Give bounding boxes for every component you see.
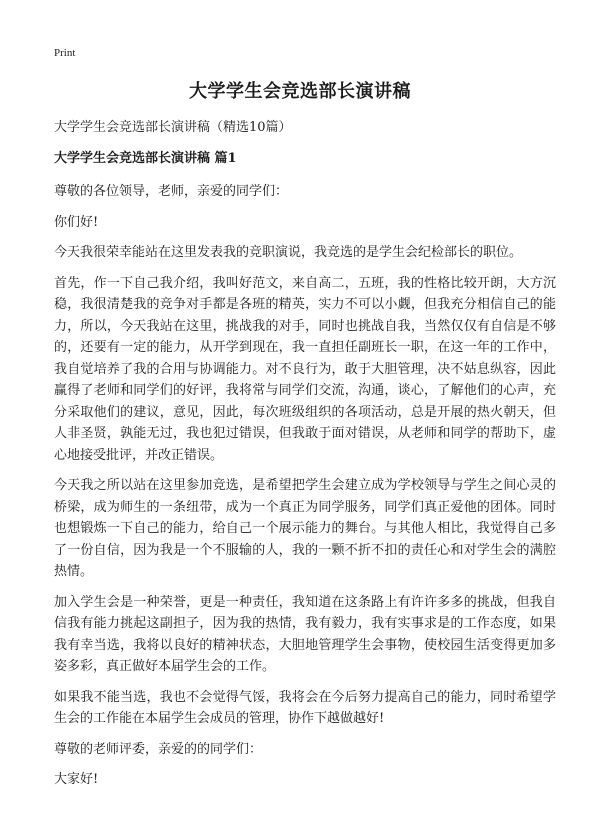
self-introduction-paragraph: 首先，作一下自己我介绍，我叫好范文，来自高二，五班，我的性格比较开朗，大方沉稳，我很清楚我的竞争对手都是各班的精英，实力不可以小觑，但我充分相信自己的能力，所以，今天我站在这里，挑战我的对手，同时也挑战自我，当然仅仅有自信是不够的，还要有一定的能力，从开学到现在，我一直担任副班长一职，在这一年的工作中，我自觉培养了我的合用与协调能力。对不良行为，敢于大胆管理，决不姑息纵容，因此赢得了老师和同学们的好评，我将常与同学们交流，沟通，谈心，了解他们的心声，充分采取他们的建议，意见，因此，每次班级组织的各项活动，总是开展的热火朝天，但人非圣贤，孰能无过，我也犯过错误，但我敢于面对错误，从老师和同学的帮助下，虚心地接受批评，并改正错误。 xyxy=(54,275,556,463)
page-title: 大学学生会竞选部长演讲稿 xyxy=(189,81,411,102)
second-hello-paragraph: 大家好! xyxy=(54,772,99,787)
hello-paragraph: 你们好! xyxy=(54,214,99,230)
closing-paragraph: 如果我不能当选，我也不会觉得气馁，我将会在今后努力提高自己的能力，同时希望学生会的工作能在本届学生会成员的管理，协作下越做越好! xyxy=(54,689,556,726)
intro-paragraph: 今天我很荣幸能站在这里发表我的竞职演说，我竞选的是学生会纪检部长的职位。 xyxy=(54,245,523,260)
document-body xyxy=(54,181,556,800)
document-subtitle: 大学学生会竞选部长演讲稿（精选10篇） xyxy=(54,120,292,135)
commitment-paragraph: 加入学生会是一种荣誉，更是一种责任，我知道在这条路上有许许多多的挑战，但我自信我有能力挑起这副担子，因为我的热情，我有毅力，我有实事求是的工作态度，如果我有幸当选，我将以良好的精神状态，大胆地管理学生会事物，使校园生活变得更加多姿多彩，真正做好本届学生会的工作。 xyxy=(54,594,556,674)
section-heading: 大学学生会竞选部长演讲稿 篇1 xyxy=(54,151,237,166)
greeting-paragraph: 尊敬的各位领导，老师，亲爱的同学们： xyxy=(54,184,289,199)
print-label: Print xyxy=(54,47,76,59)
second-greeting-paragraph: 尊敬的老师评委，亲爱的的同学们： xyxy=(54,741,263,757)
reason-paragraph: 今天我之所以站在这里参加竞选，是希望把学生会建立成为学校领导与学生之间心灵的桥梁，成为师生的一条纽带，成为一个真正为同学服务，同学们真正爱他的团体。同时也想锻炼一下自己的能力，给自己一个展示能力的舞台。与其他人相比，我觉得自己多了一份自信，因为我是一个不服输的人，我的一颗不折不扣的责任心和对学生会的满腔热情。 xyxy=(54,478,556,579)
